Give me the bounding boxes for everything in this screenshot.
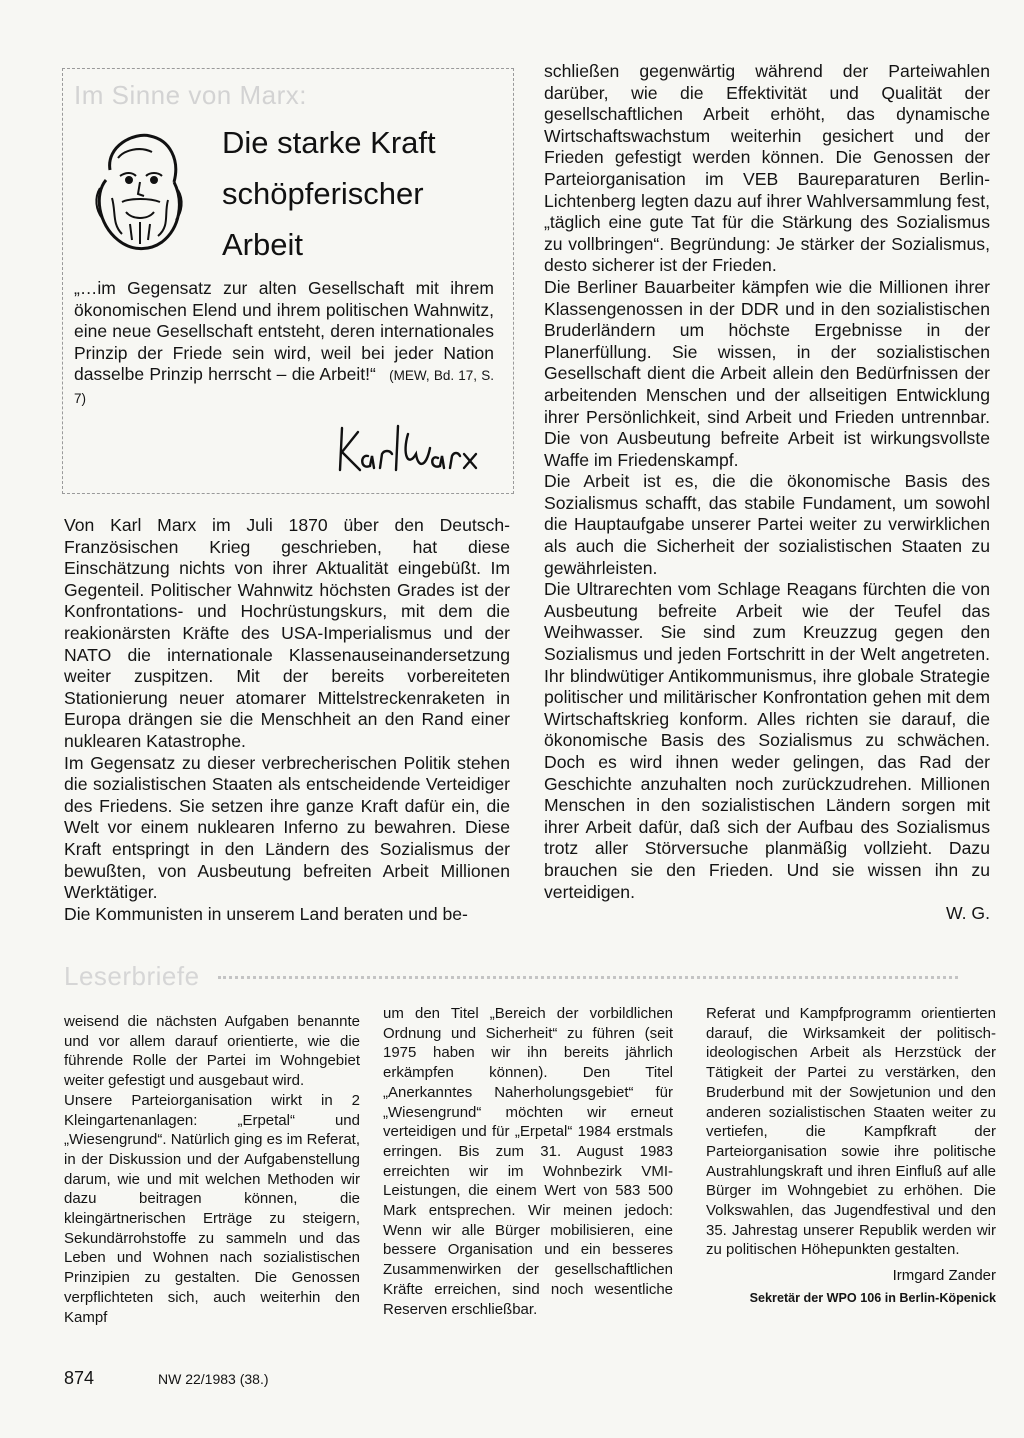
marx-portrait: [88, 128, 186, 254]
letters-kicker: Leserbriefe: [64, 961, 200, 991]
article-paragraph: Die Kommunisten in unserem Land beraten und be-: [64, 903, 468, 924]
letter-paragraph: um den Titel „Bereich der vorbildlichen Ordnung und Sicherheit“ zu führen (seit 1975 haben wir ihn bereits jährlich erkämpfen können). Den Titel „Anerkanntes Naherholungsgebiet“ für „Wiesengrund“ möchten wir erneut verteidigen und für „Erpetal“ 1984 erstmals erringen. Bis zum 31. August 1983 erreichten wir im Wohnbezirk VMI-Leistungen, die einem Wert von 583 500 Mark entsprechen. Wir meinen jedoch: Wenn wir alle Bürger mobilisieren, eine bessere Organisation und ein besseres Zusammenwirken der gesellschaftlichen Kräfte erreichen, sind noch wesentliche Reserven erschließbar.: [383, 1005, 673, 1318]
quote-citation: (MEW, Bd. 17, S. 7): [74, 368, 495, 406]
article-paragraph: schließen gegenwärtig während der Parteiwahlen darüber, wie die Effektivität und Qualität der gesellschaftlichen Arbeit erhöht, das dynamische Wirtschaftswachstum weiterhin gesichert und der Frieden gefestigt werden können. Die Genossen der Parteiorganisation im VEB Baureparaturen Berlin-Lichtenberg legten dazu auf ihrer Wahlversammlung fest, „täglich eine gute Tat für die Stärkung des Sozialismus zu vollbringen“. Begründung: Je stärker der Sozialismus, desto sicherer ist der Frieden.: [544, 61, 990, 276]
marx-quote: [74, 278, 494, 409]
page-number: 874: [64, 1368, 95, 1388]
letter-paragraph: weisend die nächsten Aufgaben benannte und vor allem darauf orientierte, wie die führende Rolle der Partei im Wohngebiet weiter gefestigt und ausgebaut wird.: [64, 1013, 360, 1090]
article-paragraph: Die Berliner Bauarbeiter kämpfen wie die Millionen ihrer Klassengenossen in der DDR und in den sozialistischen Bruderländern um höchste Ergebnisse in der Planerfüllung. Sie wissen, in der sozialistischen Gesellschaft dient die Arbeit allein den Bedürfnissen der arbeitenden Menschen und der allseitigen Entwicklung ihrer Persönlichkeit, sind Arbeit und Frieden untrennbar. Die von Ausbeutung befreite Arbeit ist wirkungsvollste Waffe im Friedenskampf.: [544, 276, 990, 470]
article-initials: W. G.: [946, 903, 990, 924]
letter-paragraph: Referat und Kampfprogramm orientierten darauf, die Wirksamkeit der politisch-ideologischen Arbeit als Herzstück der Tätigkeit der Partei zu verstärken, den Bruderbund mit der Sowjetunion und den anderen sozialistischen Staaten weiter zu vertiefen, die Kampfkraft der Parteiorganisation sowie ihre politische Austrahlungskraft und ihren Einfluß auf alle Bürger im Wohngebiet zu erhöhen. Die Volkswahlen, das Jugendfestival und den 35. Jahrestag unserer Republik werden wir zu politischen Höhepunkten gestalten.: [706, 1005, 996, 1259]
headline: [222, 117, 502, 270]
letters-column-1: [64, 1012, 360, 1327]
headline-line: schöpferischer: [222, 176, 424, 211]
headline-line: Arbeit: [222, 227, 303, 262]
article-paragraph: Im Gegensatz zu dieser verbrecherischen Politik stehen die sozialistischen Staaten als entscheidende Verteidiger des Friedens. Sie setzen ihre ganze Kraft dafür ein, die Welt vor einem nuklearen Inferno zu bewahren. Diese Kraft entspringt in den Ländern des Sozialismus der bewußten, von Ausbeutung befreiten Arbeit Millionen Werktätiger.: [64, 752, 510, 903]
letter-paragraph: Unsere Parteiorganisation wirkt in 2 Kleingartenanlagen: „Erpetal“ und „Wiesengrund“. Natürlich ging es im Referat, in der Diskussion und der Aufgabenstellung darum, wie und mit welchen Methoden wir dazu beitragen können, die kleingärtnerischen Erträge zu steigern, Sekundärrohstoffe zu sammeln und das Leben und Wohnen nach sozialistischen Prinzipien zu gestalten. Die Genossen verpflichteten sich, auch weiterhin den Kampf: [64, 1091, 360, 1326]
quote-text: „…im Gegensatz zur alten Gesellschaft mit ihrem ökonomischen Elend und ihrem politischen Wahnwitz, eine neue Gesellschaft entsteht, deren internationales Prinzip der Friede sein wird, weil bei jeder Nation dasselbe Prinzip herrscht – die Arbeit!“: [74, 278, 494, 384]
headline-line: Die starke Kraft: [222, 125, 436, 160]
article-paragraph: Die Ultrarechten vom Schlage Reagans fürchten die von Ausbeutung befreite Arbeit wie der Teufel das Weihwasser. Sie sind zum Kreuzzug gegen den Sozialismus und jeden Fortschritt in der Welt angetreten. Ihr blindwütiger Antikommunismus, ihre globale Strategie politischer und militärischer Konfrontation gehen mit dem Wirtschaftskrieg konform. Alles richten sie darauf, die ökonomische Basis des Sozialismus zu schwächen. Doch es wird ihnen weder gelingen, das Rad der Geschichte anzuhalten noch zurückzudrehen. Millionen Menschen in den sozialistischen Ländern sorgen mit ihrer Arbeit dafür, daß sich der Aufbau des Sozialismus trotz aller Störversuche planmäßig vollzieht. Dazu brauchen sie den Frieden. Und sie wissen ihn zu verteidigen.: [544, 579, 990, 902]
marx-signature: [330, 420, 480, 480]
letter-author: Irmgard Zander: [892, 1267, 996, 1285]
box-kicker: Im Sinne von Marx:: [74, 80, 307, 110]
article-right-column: [544, 61, 990, 925]
article-paragraph: Von Karl Marx im Juli 1870 über den Deutsch-Französischen Krieg geschrieben, hat diese Einschätzung nichts von ihrer Aktualität eingebüßt. Im Gegenteil. Politischer Wahnwitz höchsten Grades ist der Konfrontations- und Hochrüstungskurs, mit dem die reakionärsten Kräfte des USA-Imperialismus und der NATO die internationale Klassenauseinandersetzung weiter zuspitzen. Mit der bereits vorbereiteten Stationierung neuer atomarer Mittelstreckenraketen in Europa drängen sie die Menschheit an den Rand einer nuklearen Katastrophe.: [64, 515, 510, 751]
article-paragraph: Die Arbeit ist es, die die ökonomische Basis des Sozialismus schafft, das stabile Fundament, um sowohl die Hauptaufgabe unserer Partei weiter zu verwirklichen als auch die Sicherheit der sozialistischen Staaten zu gewährleisten.: [544, 471, 990, 578]
letters-column-3: [706, 1004, 996, 1309]
letter-author-role: Sekretär der WPO 106 in Berlin-Köpenick: [749, 1290, 996, 1305]
article-left-column: [64, 515, 510, 925]
letters-column-2: [383, 1004, 673, 1319]
issue-label: NW 22/1983 (38.): [158, 1371, 269, 1387]
letters-divider: [218, 976, 958, 979]
